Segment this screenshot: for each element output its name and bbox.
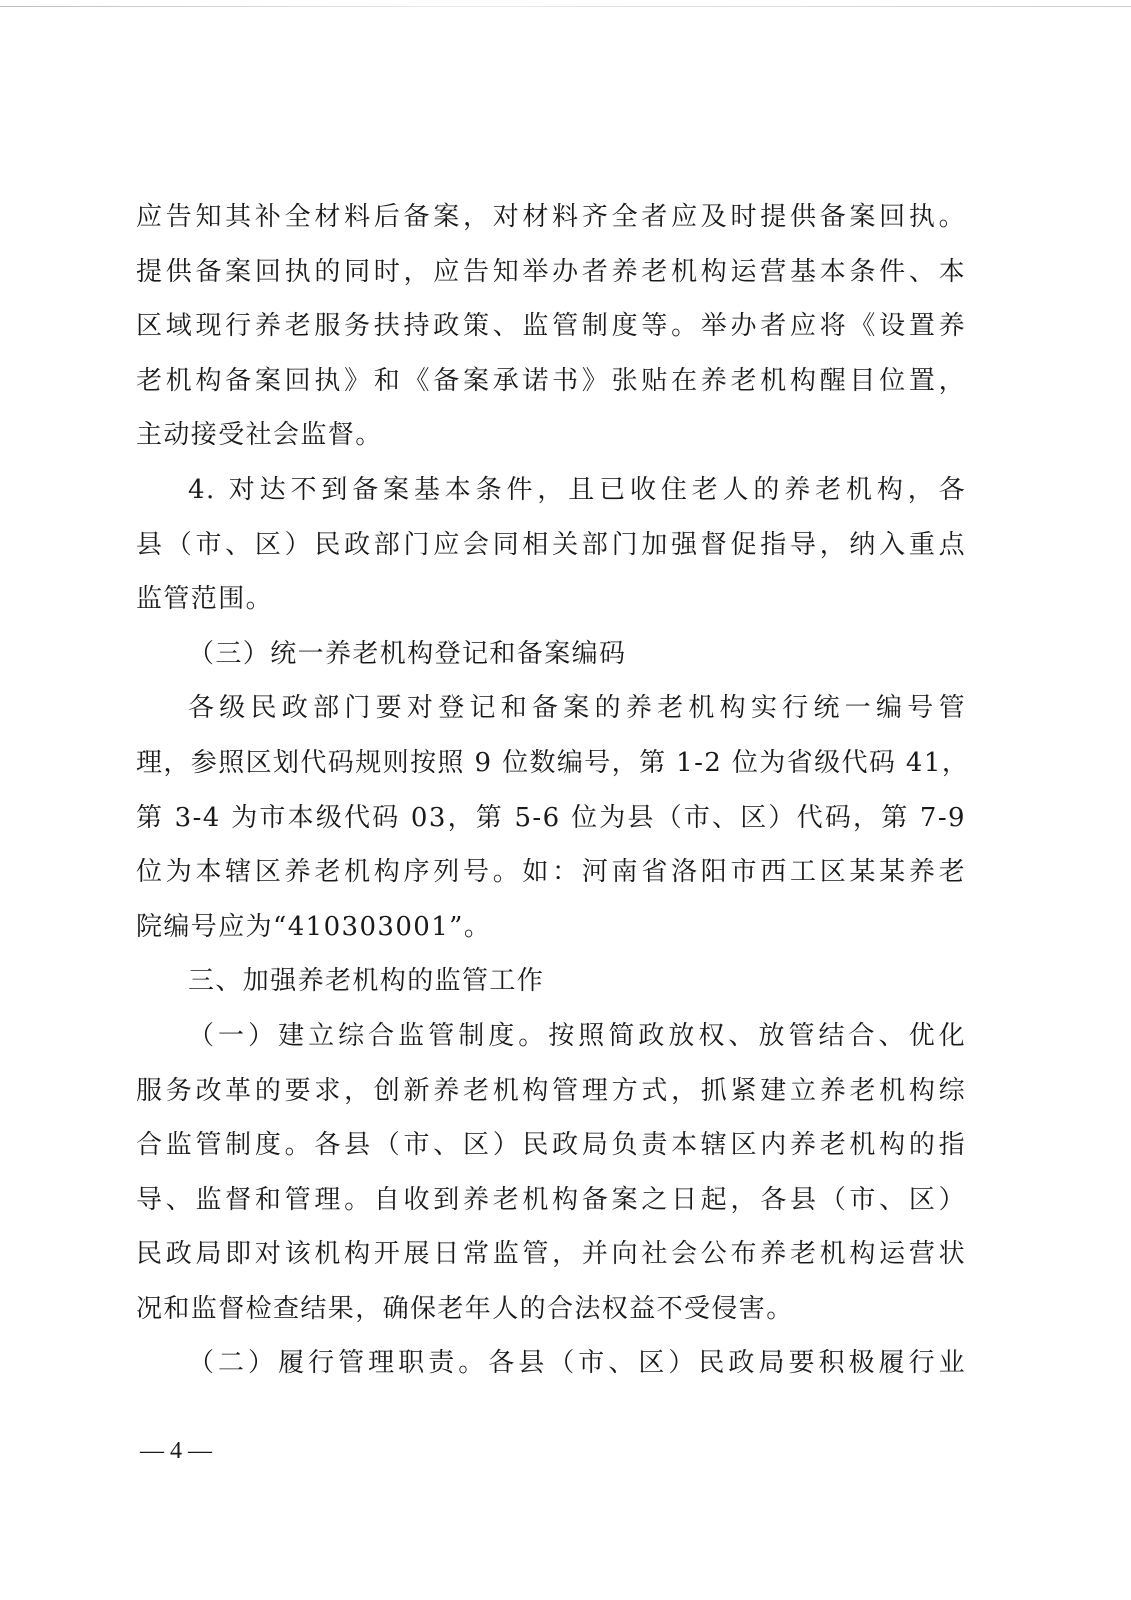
paragraph-line: 主动接受社会监督。 [136,420,383,451]
paragraph-line: 服务改革的要求，创新养老机构管理方式，抓紧建立养老机构综 [136,1075,966,1106]
paragraph-line: 监管范围。 [136,584,274,615]
paragraph-line: 民政局即对该机构开展日常监管，并向社会公布养老机构运营状 [136,1239,966,1270]
paragraph-line: 况和监督检查结果，确保老年人的合法权益不受侵害。 [136,1293,794,1324]
paragraph-line: 4. 对达不到备案基本条件，且已收住老人的养老机构，各 [188,474,966,505]
paragraph-line: 应告知其补全材料后备案，对材料齐全者应及时提供备案回执。 [136,202,966,232]
document-body [136,190,970,1391]
page-number: — 4 — [140,1438,212,1464]
scan-edge-line [0,6,1131,7]
paragraph-line: 区域现行养老服务扶持政策、监管制度等。举办者应将《设置养 [136,311,966,342]
paragraph-line: 合监管制度。各县（市、区）民政局负责本辖区内养老机构的指 [136,1130,966,1161]
section-heading: 三、加强养老机构的监管工作 [188,966,545,997]
paragraph-line: （一）建立综合监管制度。按照简政放权、放管结合、优化 [188,1020,966,1051]
paragraph-line: 院编号应为“410303001”。 [136,911,492,942]
paragraph-line: 位为本辖区养老机构序列号。如：河南省洛阳市西工区某某养老 [136,857,966,888]
paragraph-line: 导、监督和管理。自收到养老机构备案之日起，各县（市、区） [136,1184,966,1215]
paragraph-line: （二）履行管理职责。各县（市、区）民政局要积极履行业 [188,1348,966,1379]
paragraph-line: 理，参照区划代码规则按照 9 位数编号，第 1-2 位为省级代码 41， [136,747,970,778]
paragraph-line: 各级民政部门要对登记和备案的养老机构实行统一编号管 [188,693,966,724]
paragraph-line: 提供备案回执的同时，应告知举办者养老机构运营基本条件、本 [136,256,966,287]
paragraph-line: 县（市、区）民政部门应会同相关部门加强督促指导，纳入重点 [136,529,966,560]
paragraph-line: 老机构备案回执》和《备案承诺书》张贴在养老机构醒目位置， [136,365,966,396]
section-subheading: （三）统一养老机构登记和备案编码 [188,638,627,669]
paragraph-line: 第 3-4 为市本级代码 03，第 5-6 位为县（市、区）代码，第 7-9 [136,802,966,833]
